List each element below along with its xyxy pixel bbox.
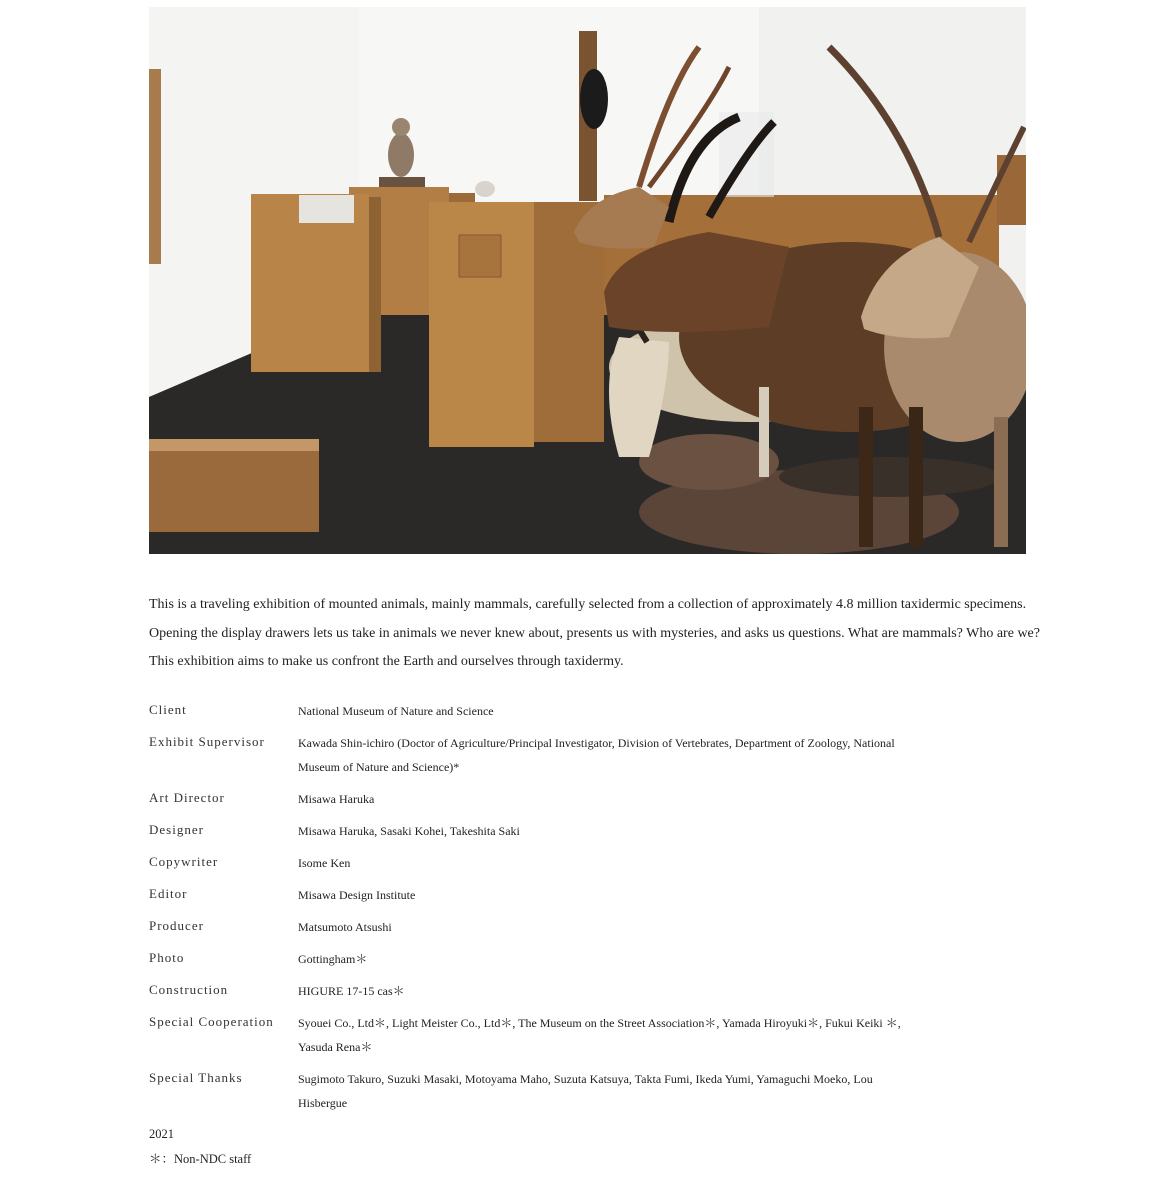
credit-label: Client: [149, 702, 187, 717]
credit-label: Construction: [149, 982, 229, 997]
credit-value: Misawa Haruka: [298, 792, 375, 806]
credit-row-special-thanks: [149, 1066, 929, 1122]
credit-value: National Museum of Nature and Science: [298, 704, 494, 718]
taxidermy-exhibition-photo: [149, 7, 1026, 554]
description-line: Opening the display drawers lets us take in animals we never knew about, presents us with mysteries, and asks us questions. What are mammals? Who are we?: [149, 625, 1040, 641]
exhibition-description: [149, 591, 1049, 677]
credit-row-construction: [149, 978, 929, 1010]
staff-note: ＊：Non-NDC staff: [149, 1152, 252, 1166]
credit-row-art-director: [149, 786, 929, 818]
credit-row-photo: [149, 946, 929, 978]
credit-label: Designer: [149, 822, 204, 837]
credit-value: Kawada Shin-ichiro (Doctor of Agriculture/Principal Investigator, Division of Vertebrates, Department of Zoology, National Museum of Nature and Science)*: [298, 736, 895, 774]
credit-label: Copywriter: [149, 854, 219, 869]
credit-label: Producer: [149, 918, 204, 933]
credit-label: Exhibit Supervisor: [149, 734, 265, 749]
credit-value: Gottingham＊: [298, 952, 368, 966]
credit-row-client: [149, 698, 929, 730]
credit-row-special-cooperation: [149, 1010, 929, 1066]
credit-row-exhibit-supervisor: [149, 730, 929, 786]
credits-list: [149, 698, 929, 1122]
credit-row-copywriter: [149, 850, 929, 882]
credit-value: Misawa Haruka, Sasaki Kohei, Takeshita Saki: [298, 824, 520, 838]
credit-row-editor: [149, 882, 929, 914]
credit-label: Photo: [149, 950, 185, 965]
credit-value: Syouei Co., Ltd＊, Light Meister Co., Ltd＊, The Museum on the Street Association＊, Yamada Hiroyuki＊, Fukui Keiki ＊, Yasuda Rena＊: [298, 1016, 901, 1054]
credit-value: Matsumoto Atsushi: [298, 920, 392, 934]
credit-label: Special Thanks: [149, 1070, 243, 1085]
credit-label: Editor: [149, 886, 188, 901]
credit-label: Art Director: [149, 790, 225, 805]
credit-row-designer: [149, 818, 929, 850]
project-year: 2021: [149, 1127, 174, 1141]
credit-value: Misawa Design Institute: [298, 888, 416, 902]
credit-row-producer: [149, 914, 929, 946]
credit-value: Isome Ken: [298, 856, 351, 870]
credit-value: HIGURE 17-15 cas＊: [298, 984, 405, 998]
exhibition-photo: [149, 7, 1026, 554]
credit-label: Special Cooperation: [149, 1014, 274, 1029]
description-line: This is a traveling exhibition of mounted animals, mainly mammals, carefully selected from a collection of approximately 4.8 million taxidermic specimens.: [149, 597, 1027, 612]
credit-value: Sugimoto Takuro, Suzuki Masaki, Motoyama Maho, Suzuta Katsuya, Takta Fumi, Ikeda Yumi, Yamaguchi Moeko, Lou Hisbergue: [298, 1072, 873, 1110]
description-line: This exhibition aims to make us confront the Earth and ourselves through taxidermy.: [149, 654, 624, 669]
